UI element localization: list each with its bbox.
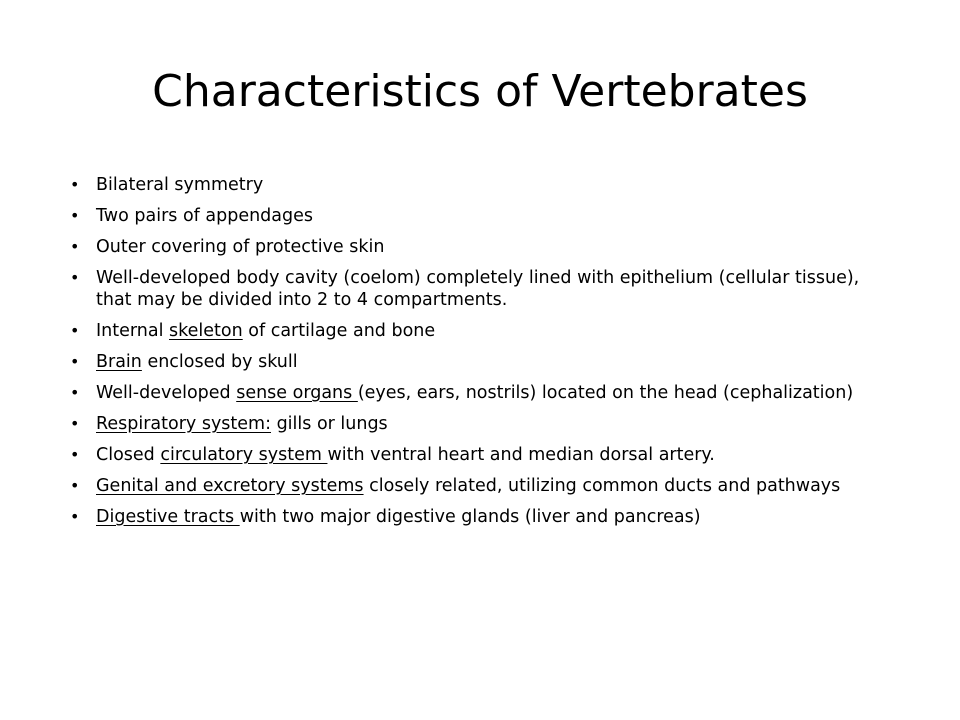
bullet-text bbox=[96, 507, 701, 527]
underlined-term: Respiratory system: bbox=[96, 414, 271, 434]
bullet-item bbox=[70, 382, 890, 404]
underlined-term: Genital and excretory systems bbox=[96, 476, 364, 496]
bullet-text-segment: with ventral heart and median dorsal artery. bbox=[327, 445, 715, 465]
bullet-dot-icon: • bbox=[70, 507, 80, 526]
bullet-dot-icon: • bbox=[70, 268, 80, 287]
bullet-item bbox=[70, 236, 890, 258]
bullet-dot-icon: • bbox=[70, 383, 80, 402]
bullet-text bbox=[96, 321, 435, 341]
bullet-item bbox=[70, 506, 890, 528]
bullet-text bbox=[96, 414, 388, 434]
bullet-text-segment: Two pairs of appendages bbox=[96, 206, 313, 226]
bullet-dot-icon: • bbox=[70, 352, 80, 371]
bullet-item bbox=[70, 475, 890, 497]
bullet-item bbox=[70, 174, 890, 196]
bullet-text-segment: Internal bbox=[96, 321, 170, 341]
bullet-dot-icon: • bbox=[70, 175, 80, 194]
underlined-term: circulatory system bbox=[160, 445, 328, 465]
bullet-item bbox=[70, 320, 890, 342]
bullet-text bbox=[96, 383, 853, 403]
bullet-dot-icon: • bbox=[70, 476, 80, 495]
bullet-text-segment: Well-developed body cavity (coelom) completely lined with epithelium (cellular tissue), that may be divided into 2 to 4 compartments. bbox=[96, 268, 860, 310]
underlined-term: skeleton bbox=[169, 321, 243, 341]
bullet-item bbox=[70, 205, 890, 227]
bullet-text-segment: Outer covering of protective skin bbox=[96, 237, 385, 257]
bullet-text bbox=[96, 445, 715, 465]
bullet-item bbox=[70, 267, 890, 311]
underlined-term: Brain bbox=[96, 352, 142, 372]
bullet-text-segment: with two major digestive glands (liver and pancreas) bbox=[239, 507, 701, 527]
bullet-dot-icon: • bbox=[70, 206, 80, 225]
bullet-item bbox=[70, 444, 890, 466]
bullet-text-segment: of cartilage and bone bbox=[242, 321, 436, 341]
bullet-text-segment: gills or lungs bbox=[271, 414, 388, 434]
bullet-text-segment: closely related, utilizing common ducts and pathways bbox=[363, 476, 841, 496]
bullet-text bbox=[96, 237, 384, 257]
bullet-text-segment: Bilateral symmetry bbox=[96, 175, 264, 195]
bullet-dot-icon: • bbox=[70, 237, 80, 256]
bullet-text-segment: (eyes, ears, nostrils) located on the head (cephalization) bbox=[357, 383, 854, 403]
bullet-text bbox=[96, 352, 298, 372]
bullet-item bbox=[70, 351, 890, 373]
slide-title: Characteristics of Vertebrates bbox=[152, 66, 808, 117]
underlined-term: sense organs bbox=[236, 383, 358, 403]
bullet-text-segment: enclosed by skull bbox=[141, 352, 298, 372]
underlined-term: Digestive tracts bbox=[96, 507, 240, 527]
bullet-text bbox=[96, 175, 263, 195]
bullet-text-segment: Well-developed bbox=[96, 383, 237, 403]
bullet-text bbox=[96, 476, 840, 496]
bullet-item bbox=[70, 413, 890, 435]
bullet-dot-icon: • bbox=[70, 414, 80, 433]
bullet-dot-icon: • bbox=[70, 445, 80, 464]
bullet-dot-icon: • bbox=[70, 321, 80, 340]
bullet-list bbox=[70, 174, 890, 537]
bullet-text bbox=[96, 268, 859, 310]
bullet-text-segment: Closed bbox=[96, 445, 161, 465]
bullet-text bbox=[96, 206, 313, 226]
